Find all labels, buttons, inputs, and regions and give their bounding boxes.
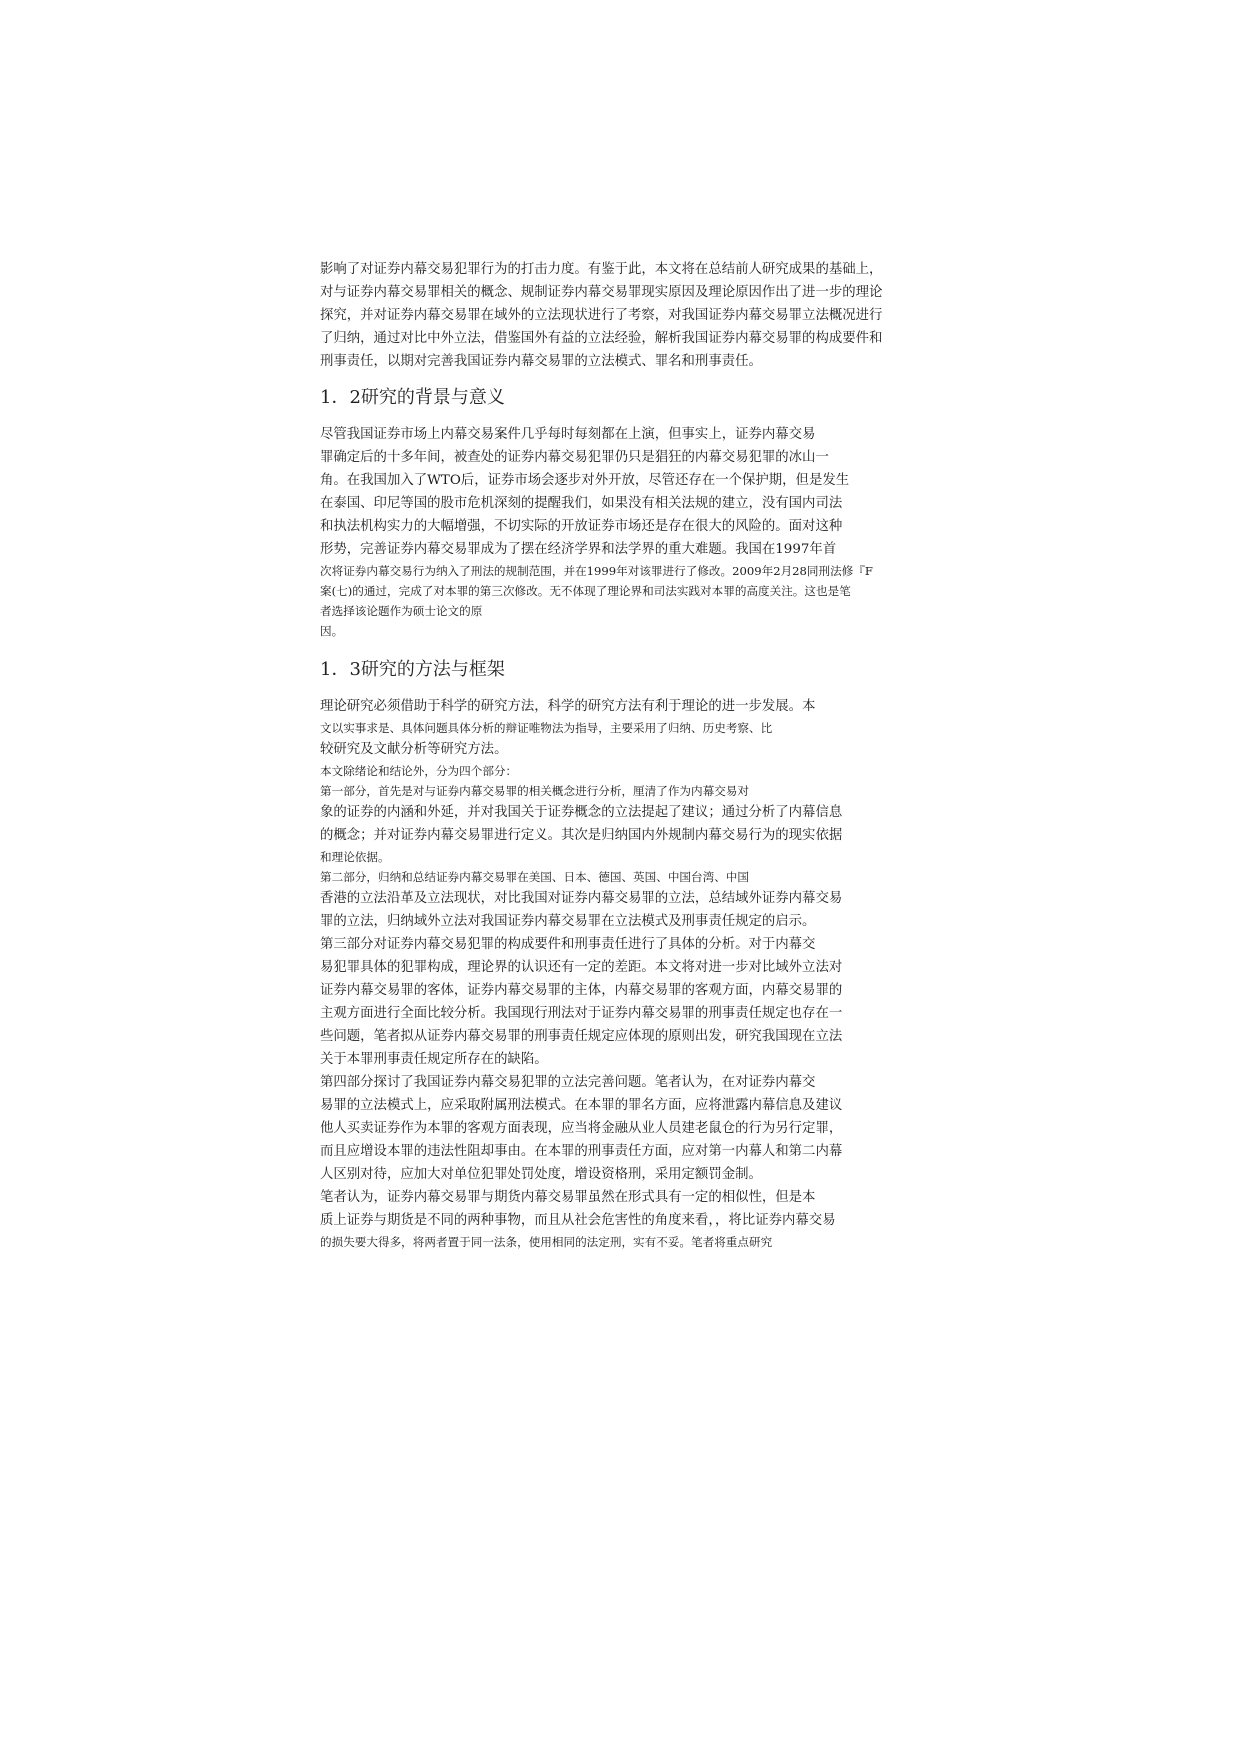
section-heading-1-3: 1．3研究的方法与框架 <box>320 659 505 680</box>
text-line: 第一部分，首先是对与证券内幕交易罪的相关概念进行分析，厘清了作为内幕交易对 <box>320 784 749 798</box>
text-line: 对与证券内幕交易罪相关的概念、规制证券内幕交易罪现实原因及理论原因作出了进一步的理论 <box>320 285 883 300</box>
section-1-3-body <box>320 695 930 1252</box>
text-line: 第四部分探讨了我国证券内幕交易犯罪的立法完善问题。笔者认为，在对证券内幕交 <box>320 1075 816 1090</box>
text-line: 刑事责任，以期对完善我国证券内幕交易罪的立法模式、罪名和刑事责任。 <box>320 354 762 369</box>
text-line: 而且应增设本罪的违法性阻却事由。在本罪的刑事责任方面，应对第一内幕人和第二内幕 <box>320 1144 843 1159</box>
text-line: 关于本罪刑事责任规定所存在的缺陷。 <box>320 1052 548 1067</box>
intro-paragraph <box>320 258 930 373</box>
text-line: 案(七)的通过，完成了对本罪的第三次修改。无不体现了理论界和司法实践对本罪的高度关注。这也是笔 <box>320 584 851 598</box>
text-line: 本文除绪论和结论外，分为四个部分： <box>320 764 518 778</box>
section-heading-1-2: 1．2研究的背景与意义 <box>320 387 505 408</box>
text-line: 探究，并对证券内幕交易罪在域外的立法现状进行了考察，对我国证券内幕交易罪立法概况进行 <box>320 308 883 323</box>
text-line: 的概念；并对证券内幕交易罪进行定义。其次是归纳国内外规制内幕交易行为的现实依据 <box>320 828 843 843</box>
text-line: 笔者认为，证券内幕交易罪与期货内幕交易罪虽然在形式具有一定的相似性，但是本 <box>320 1190 816 1205</box>
text-line: 主观方面进行全面比较分析。我国现行刑法对于证券内幕交易罪的刑事责任规定也存在一 <box>320 1006 843 1021</box>
text-line: 形势，完善证券内幕交易罪成为了摆在经济学界和法学界的重大难题。我国在1997年首 <box>320 542 837 557</box>
text-line: 在泰国、印尼等国的股市危机深刻的提醒我们，如果没有相关法规的建立，没有国内司法 <box>320 496 843 511</box>
text-line: 罪确定后的十多年间，被查处的证券内幕交易犯罪仍只是猖狂的内幕交易犯罪的冰山一 <box>320 450 829 465</box>
text-line: 了归纳，通过对比中外立法，借鉴国外有益的立法经验，解析我国证券内幕交易罪的构成要件和 <box>320 331 883 346</box>
text-line: 次将证券内幕交易行为纳入了刑法的规制范围，并在1999年对该罪进行了修改。2009年2月28同刑法修『F <box>320 564 873 578</box>
text-line: 尽管我国证券市场上内幕交易案件几乎每时每刻都在上演，但事实上，证券内幕交易 <box>320 427 816 442</box>
text-line: 因。 <box>320 624 344 638</box>
text-line: 理论研究必须借助于科学的研究方法，科学的研究方法有利于理论的进一步发展。本 <box>320 699 816 714</box>
text-line: 人区别对待，应加大对单位犯罪处罚处度，增设资格刑，采用定额罚金制。 <box>320 1167 762 1182</box>
text-line: 象的证券的内涵和外延，并对我国关于证券概念的立法提起了建议；通过分析了内幕信息 <box>320 805 843 820</box>
text-line: 证券内幕交易罪的客体，证券内幕交易罪的主体，内幕交易罪的客观方面，内幕交易罪的 <box>320 983 843 998</box>
text-line: 文以实事求是、具体问题具体分析的辩证唯物法为指导，主要采用了归纳、历史考察、比 <box>320 721 773 735</box>
text-line: 罪的立法，归纳域外立法对我国证券内幕交易罪在立法模式及刑事责任规定的启示。 <box>320 914 816 929</box>
text-line: 易犯罪具体的犯罪构成，理论界的认识还有一定的差距。本文将对进一步对比域外立法对 <box>320 960 843 975</box>
text-line: 第三部分对证券内幕交易犯罪的构成要件和刑事责任进行了具体的分析。对于内幕交 <box>320 937 816 952</box>
text-line: 他人买卖证券作为本罪的客观方面表现，应当将金融从业人员建老鼠仓的行为另行定罪， <box>320 1121 843 1136</box>
text-line: 影响了对证券内幕交易犯罪行为的打击力度。有鉴于此，本文将在总结前人研究成果的基础上， <box>320 262 883 277</box>
text-line: 和理论依据。 <box>320 850 390 864</box>
document-page <box>320 258 930 1252</box>
text-line: 些问题，笔者拟从证券内幕交易罪的刑事责任规定应体现的原则出发，研究我国现在立法 <box>320 1029 843 1044</box>
text-line: 香港的立法沿革及立法现状，对比我国对证券内幕交易罪的立法，总结域外证券内幕交易 <box>320 891 843 906</box>
text-line: 较研究及文献分析等研究方法。 <box>320 742 508 757</box>
text-line: 者选择该论题作为硕士论文的原 <box>320 604 483 618</box>
text-line: 第二部分，归纳和总结证券内幕交易罪在美国、日本、德国、英国、中国台湾、中国 <box>320 870 749 884</box>
section-1-2-body <box>320 423 930 641</box>
text-line: 易罪的立法模式上，应采取附属刑法模式。在本罪的罪名方面，应将泄露内幕信息及建议 <box>320 1098 843 1113</box>
text-line: 质上证券与期货是不同的两种事物，而且从社会危害性的角度来看，，将比证券内幕交易 <box>320 1213 836 1228</box>
text-line: 角。在我国加入了WTO后，证券市场会逐步对外开放，尽管还存在一个保护期，但是发生 <box>320 473 850 488</box>
text-line: 的损失要大得多，将两者置于同一法条，使用相同的法定刑，实有不妥。笔者将重点研究 <box>320 1235 773 1249</box>
text-line: 和执法机构实力的大幅增强，不切实际的开放证券市场还是存在很大的风险的。面对这种 <box>320 519 843 534</box>
